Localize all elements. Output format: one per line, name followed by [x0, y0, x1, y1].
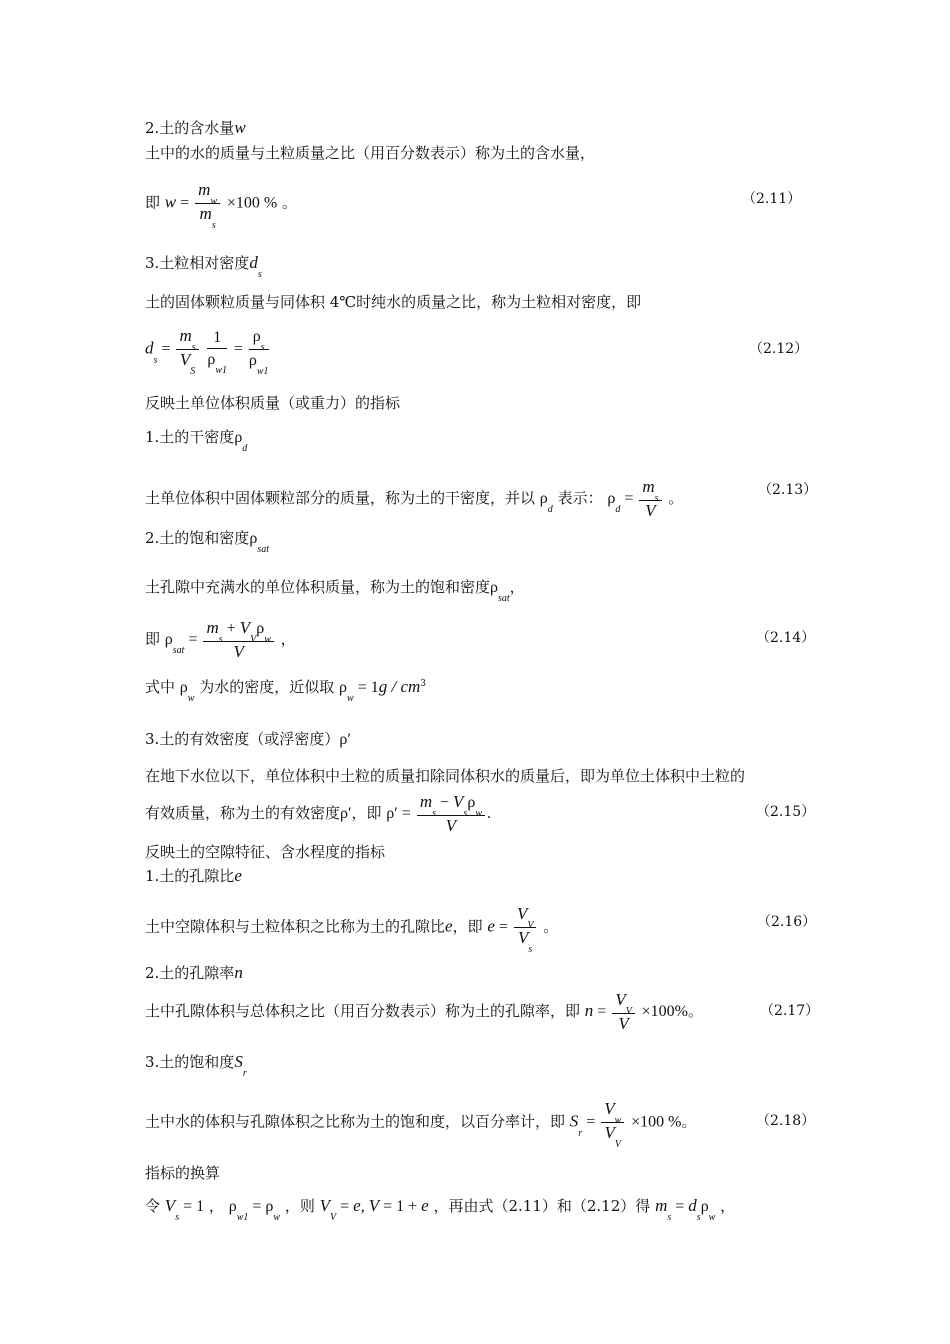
fraction: $\frac{1}{\rho_{w1}}$	[207, 329, 228, 376]
text: 有效质量，称为土的有效密度	[145, 804, 341, 822]
equation-number-2-15: （2.15）	[756, 804, 816, 820]
equation-number-2-11: （2.11）	[742, 191, 802, 207]
heading-effective-density: 3.土的有效密度（或浮密度）ρ′	[145, 730, 351, 748]
text: ，再由式（2.11）和（2.12）得	[433, 1197, 651, 1215]
heading-text: 3.土的有效密度（或浮密度）	[145, 730, 340, 748]
fraction: $\frac{V_V}{V}$	[612, 990, 635, 1034]
text: 土中水的体积与孔隙体积之比称为土的饱和度，以百分率计，即	[145, 1112, 566, 1131]
fraction: $\frac{m_s + V_V\rho_w}{V}$	[203, 618, 273, 662]
fraction: $\frac{V_w}{V_V}$	[601, 1099, 624, 1146]
equation-2-12: $d_s$ = $\frac{m_s}{V_S}$ $\frac{1}{\rho_{w1}}$ = $\frac{\rho_s}{\rho_{w1}}$	[145, 326, 269, 377]
text: 土孔隙中充满水的单位体积质量，称为土的饱和密度	[145, 578, 491, 596]
equation-number-2-13: （2.13）	[758, 482, 818, 498]
heading-text: 2.土的饱和密度	[145, 529, 250, 547]
section-title-void: 反映土的空隙特征、含水程度的指标	[145, 843, 386, 861]
section-title-conversion: 指标的换算	[145, 1164, 221, 1182]
paragraph-conversion: 令 $V_s = 1$ ， $\rho_{w1} = \rho_w$ ，则 $V_V = e$, V = 1 + e ，再由式（2.11）和（2.12）得 $m_s = d_s\rho_w$ ，	[145, 1196, 736, 1223]
heading-void-ratio: 1.土的孔隙比e	[145, 866, 242, 885]
text: ，	[720, 1197, 736, 1215]
paragraph-saturated-density: 土孔隙中充满水的单位体积质量，称为土的饱和密度$\rho_{sat}$，	[145, 578, 525, 604]
equation-number-2-16: （2.16）	[757, 914, 817, 930]
paragraph-relative-density: 土的固体颗粒质量与同体积 4℃时纯水的质量之比，称为土粒相对密度，即	[145, 293, 642, 311]
eq-tail: 。	[543, 917, 559, 936]
heading-text: 3.土粒相对密度	[145, 254, 250, 272]
equation-2-11: 即 w = $\frac{m_w}{m_s}$ ×100 % 。	[145, 180, 298, 231]
fraction: $\frac{m_s}{V}$	[639, 477, 661, 521]
paragraph-effective-density-1: 在地下水位以下，单位体积中土粒的质量扣除同体积水的质量后，即为单位土体积中土粒的	[145, 767, 746, 785]
paragraph-dry-density: 土单位体积中固体颗粒部分的质量，称为土的干密度，并以 $\rho_d$ 表示： $\rho_d$ = $\frac{m_s}{V}$ 。	[145, 477, 684, 520]
fraction: $\frac{m_w}{m_s}$	[195, 180, 220, 227]
text: 土单位体积中固体颗粒部分的质量，称为土的干密度，并以	[145, 489, 536, 507]
paragraph-porosity: 土中孔隙体积与总体积之比（用百分数表示）称为土的孔隙率，即 n = $\frac{V_V}{V}$ ×100%。	[145, 990, 703, 1033]
eq-tail: 。	[687, 1002, 703, 1020]
fraction: $\frac{m_s}{V_S}$	[176, 326, 198, 373]
equation-2-14: 即 $\rho_{sat}$ = $\frac{m_s + V_V\rho_w}{V}$ ，	[145, 618, 296, 661]
text: 为水的密度，近似取	[199, 678, 335, 696]
text: 土中空隙体积与土粒体积之比称为土的孔隙比	[145, 917, 446, 936]
fraction: $\frac{\rho_s}{\rho_{w1}}$	[248, 328, 269, 377]
text: ，则	[284, 1197, 315, 1215]
heading-text: 3.土的饱和度	[145, 1053, 235, 1071]
heading-relative-density: 3.土粒相对密度$d_s$	[145, 253, 262, 280]
paragraph-void-ratio: 土中空隙体积与土粒体积之比称为土的孔隙比e，即 e = $\frac{V_V}{V_s}$ 。	[145, 904, 559, 955]
eq-prefix: 即	[145, 193, 161, 212]
heading-water-content	[145, 118, 246, 138]
heading-text: 1.土的干密度	[145, 428, 235, 446]
text: 令	[145, 1197, 161, 1215]
eq-tail: 。	[681, 1112, 697, 1131]
heading-dry-density: 1.土的干密度$\rho_d$	[145, 428, 248, 454]
equation-number-2-18: （2.18）	[756, 1113, 816, 1129]
symbol-w: w	[234, 118, 246, 137]
heading-porosity: 2.土的孔隙率n	[145, 963, 243, 982]
paragraph-water-content: 土中的水的质量与土粒质量之比（用百分数表示）称为土的含水量，	[145, 144, 596, 162]
paragraph-effective-density-2: 有效质量，称为土的有效密度ρ′，即 ρ′ = $\frac{m_s - V_s\rho_w}{V}$ .	[145, 792, 491, 835]
paragraph-saturation: 土中水的体积与孔隙体积之比称为土的饱和度，以百分率计，即 $S_r$ = $\frac{V_w}{V_V}$ ×100 %。	[145, 1099, 697, 1150]
heading-text: 2.土的含水量	[145, 119, 235, 137]
heading-text: 2.土的孔隙率	[145, 964, 235, 982]
section-title-unit-mass: 反映土单位体积质量（或重力）的指标	[145, 394, 401, 412]
text: 式中	[145, 678, 176, 696]
eq-tail: ，	[280, 630, 296, 648]
text: 土中孔隙体积与总体积之比（用百分数表示）称为土的孔隙率，即	[145, 1002, 581, 1020]
fraction: $\frac{m_s - V_s\rho_w}{V}$	[417, 792, 485, 836]
equation-number-2-14: （2.14）	[756, 630, 816, 646]
heading-text: 1.土的孔隙比	[145, 867, 235, 885]
eq-prefix: 即	[145, 630, 161, 648]
heading-saturated-density: 2.土的饱和密度$\rho_{sat}$	[145, 529, 269, 555]
paragraph-water-density-note: 式中 $\rho_w$ 为水的密度，近似取 $\rho_w = 1g / cm^3$	[145, 677, 426, 704]
eq-tail: 。	[282, 193, 298, 212]
text: ，即	[351, 804, 382, 822]
equation-number-2-12: （2.12）	[749, 341, 809, 357]
eq-tail: 。	[668, 489, 684, 507]
heading-saturation: 3.土的饱和度$S_r$	[145, 1052, 247, 1079]
text: ，	[509, 578, 525, 596]
text: ，	[208, 1197, 224, 1215]
equation-number-2-17: （2.17）	[760, 1003, 820, 1019]
text: 表示：	[557, 489, 603, 507]
fraction: $\frac{V_V}{V_s}$	[514, 904, 537, 951]
text: ，即	[452, 917, 483, 936]
